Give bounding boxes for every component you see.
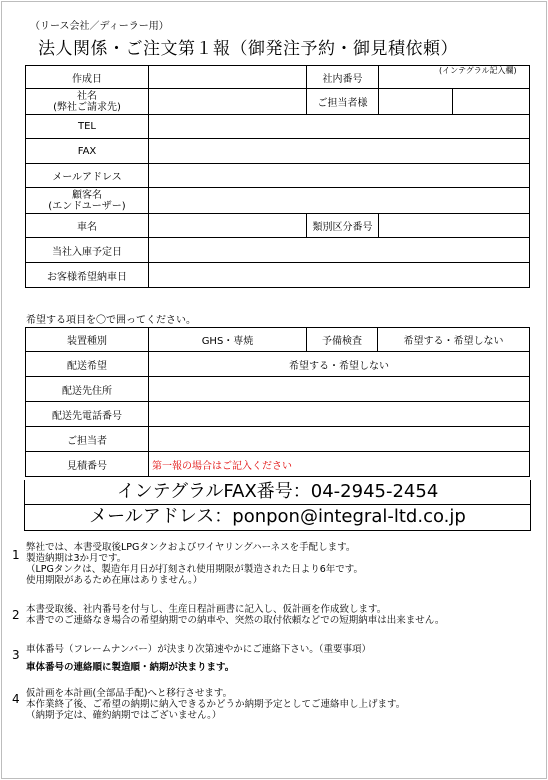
label-delivery-phone: 配送先電話番号 xyxy=(26,402,149,427)
contact-person-field[interactable] xyxy=(379,89,453,115)
delivery-address-field[interactable] xyxy=(149,377,530,402)
contact-person-field-2[interactable] xyxy=(453,89,530,115)
internal-no-field[interactable] xyxy=(379,66,530,89)
label-contact-person: ご担当者様 xyxy=(307,89,379,115)
note-line: 製造納期は3か月です。 xyxy=(26,553,127,564)
email-field[interactable] xyxy=(149,164,530,188)
label-fax: FAX xyxy=(26,139,149,164)
person-in-charge-field[interactable] xyxy=(149,427,530,452)
device-type-options[interactable]: GHS・専焼 xyxy=(149,328,307,352)
customer-info-table xyxy=(25,65,530,288)
spare-inspection-options[interactable]: 希望する・希望しない xyxy=(378,328,530,352)
customer-name-field[interactable] xyxy=(149,188,530,214)
label-vehicle-name: 車名 xyxy=(26,214,149,238)
estimate-no-field[interactable]: 第一報の場合はご記入ください xyxy=(149,452,530,477)
label-delivery-date: お客様希望納車日 xyxy=(26,263,149,288)
vehicle-name-field[interactable] xyxy=(149,214,307,238)
label-email: メールアドレス xyxy=(26,164,149,188)
class-no-field[interactable] xyxy=(379,214,530,238)
label-arrival-date: 当社入庫予定日 xyxy=(26,238,149,263)
label-created-date: 作成日 xyxy=(26,66,149,89)
note-line: （LPGタンクは、製造年月日が打刻され使用期限が製造された日より6年です。 xyxy=(26,564,363,575)
label-person-in-charge: ご担当者 xyxy=(26,427,149,452)
order-options-table xyxy=(25,327,530,477)
company-name-sublabel: (弊社ご請求先) xyxy=(53,101,121,113)
note-1 xyxy=(26,542,363,586)
note-3 xyxy=(26,644,371,673)
fax-field[interactable] xyxy=(149,139,530,164)
customer-name-sublabel: (エンドユーザー) xyxy=(48,200,126,212)
note-line: 仮計画を本計画(全部品手配)へと移行させます。 xyxy=(26,688,233,699)
note-4 xyxy=(26,688,405,721)
note-3-number: 3 xyxy=(12,648,20,662)
note-1-number: 1 xyxy=(12,548,20,562)
note-4-number: 4 xyxy=(12,692,20,706)
label-delivery-address: 配送先住所 xyxy=(26,377,149,402)
label-company-name xyxy=(26,89,149,115)
label-device-type: 装置種別 xyxy=(26,328,149,352)
fax-number: インテグラルFAX番号：04-2945-2454 xyxy=(24,480,531,505)
label-estimate-no: 見積番号 xyxy=(26,452,149,477)
label-tel: TEL xyxy=(26,115,149,139)
page-title: 法人関係・ご注文第１報（御発注予約・御見積依頼） xyxy=(38,39,458,59)
company-name-label: 社名 xyxy=(77,90,97,102)
delivery-date-field[interactable] xyxy=(149,263,530,288)
note-line: 使用期限があるため在庫はありません。） xyxy=(26,575,203,586)
note-line: （納期予定は、確約納期ではございません。） xyxy=(26,710,222,721)
note-2 xyxy=(26,604,444,626)
created-date-field[interactable] xyxy=(149,66,307,89)
label-class-no: 類別区分番号 xyxy=(307,214,379,238)
note-line: 車体番号（フレームナンバー）が決まり次第速やかにご連絡下さい。（重要事項） xyxy=(26,644,372,655)
arrival-date-field[interactable] xyxy=(149,238,530,263)
note-line: 車体番号の連絡順に製造順・納期が決まります。 xyxy=(26,662,235,673)
label-spare-inspection: 予備検査 xyxy=(307,328,378,352)
company-name-field[interactable] xyxy=(149,89,307,115)
email-address: メールアドレス：ponpon@integral-ltd.co.jp xyxy=(24,504,531,531)
label-internal-no: 社内番号 xyxy=(307,66,379,89)
label-delivery-request: 配送希望 xyxy=(26,352,149,377)
delivery-request-options[interactable]: 希望する・希望しない xyxy=(149,352,530,377)
integral-note: (インテグラル記入欄) xyxy=(439,66,517,75)
form-subtitle: （リース会社／ディーラー用） xyxy=(30,21,169,32)
tel-field[interactable] xyxy=(149,115,530,139)
label-customer-name xyxy=(26,188,149,214)
delivery-phone-field[interactable] xyxy=(149,402,530,427)
note-line: 本書受取後、社内番号を付与し、生産日程計画書に記入し、仮計画を作成致します。 xyxy=(26,604,387,615)
note-line: 本書でのご連絡なき場合の希望納期での納車や、突然の取付依頼などでの短期納車は出来ません。 xyxy=(26,615,445,626)
note-line: 弊社では、本書受取後LPGタンクおよびワイヤリングハーネスを手配します。 xyxy=(26,542,356,553)
customer-name-label: 顧客名 xyxy=(72,189,102,201)
instruction-text: 希望する項目を〇で囲ってください。 xyxy=(26,315,196,326)
note-2-number: 2 xyxy=(12,608,20,622)
note-line: 本作業終了後、ご希望の納期に納入できるかどうか納期予定としてご連絡申し上げます。 xyxy=(26,699,406,710)
